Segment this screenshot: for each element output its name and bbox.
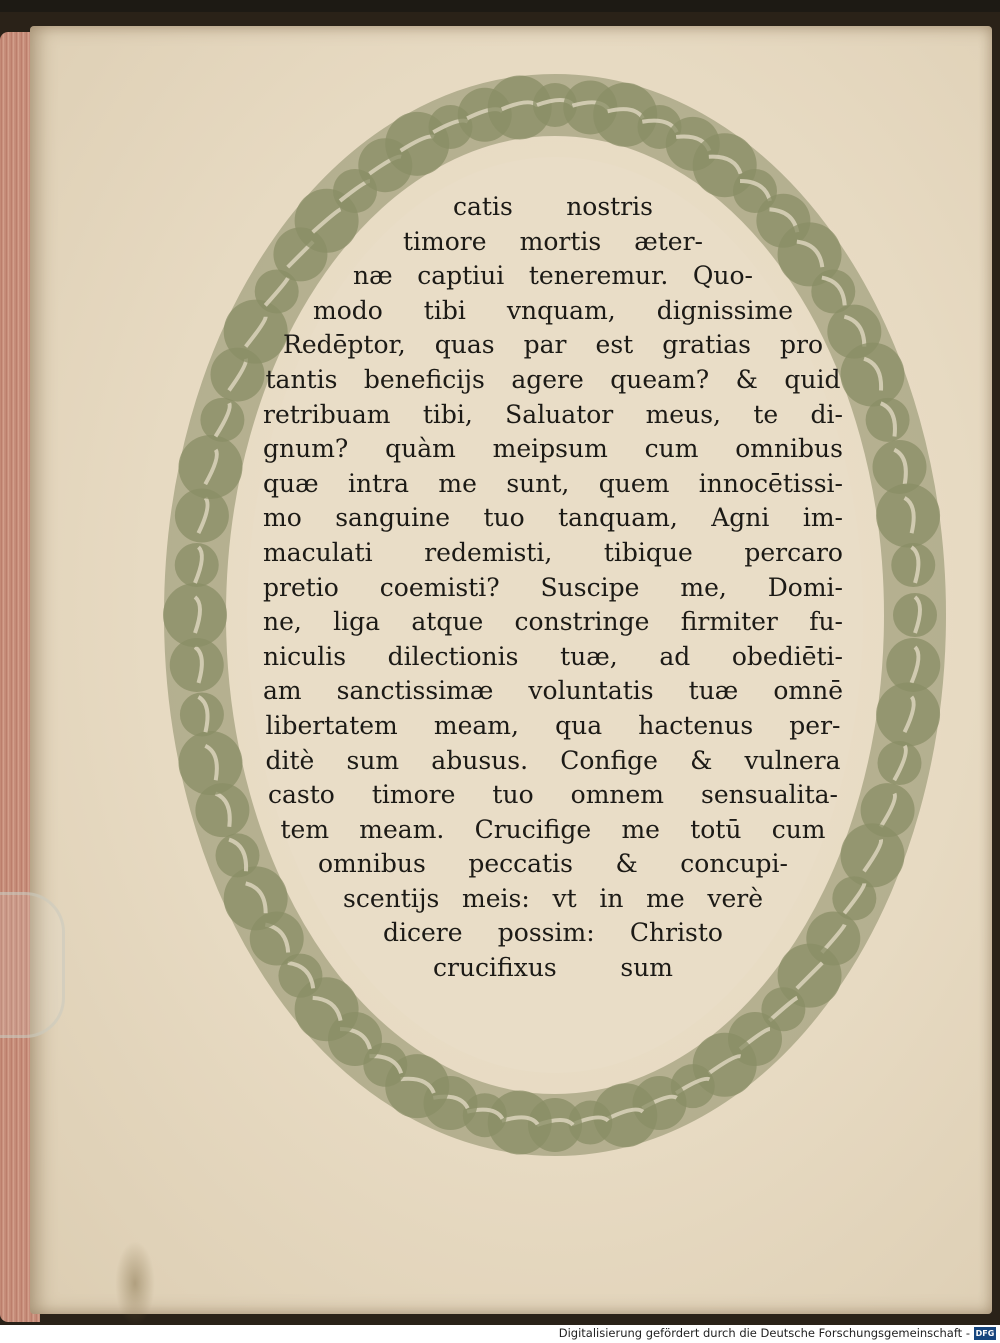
- digitization-footer: [0, 1325, 1000, 1343]
- text-line-20: omnibus peccatis & concupi-: [318, 849, 788, 879]
- text-line-16: libertatem meam, qua hactenus per-: [265, 710, 841, 740]
- text-line-11: maculati redemisti, tibique percaro: [263, 537, 843, 567]
- text-line-17: ditè sum abusus. Confige & vulnera: [265, 745, 841, 775]
- text-line-23: crucifixus sum: [433, 953, 673, 983]
- ornament-leaf: [179, 731, 243, 795]
- ornament-leaf: [179, 435, 243, 499]
- footer-credit: Digitalisierung gefördert durch die Deutsche Forschungsgemeinschaft -: [558, 1326, 970, 1340]
- text-line-6: tantis beneficijs agere queam? & quid: [265, 364, 841, 394]
- text-line-2: timore mortis æter-: [403, 226, 703, 256]
- text-line-4: modo tibi vnquam, dignissime: [313, 295, 793, 325]
- ornament-leaf: [163, 583, 227, 647]
- text-line-13: ne, liga atque constringe firmiter fu-: [263, 607, 843, 637]
- text-line-1: catis nostris: [453, 192, 653, 221]
- text-line-18: casto timore tuo omnem sensualita-: [268, 780, 838, 810]
- ornament-leaf: [840, 343, 904, 407]
- text-line-9: quæ intra me sunt, quem innocētissi-: [263, 468, 843, 498]
- text-line-10: mo sanguine tuo tanquam, Agni im-: [263, 503, 843, 533]
- ink-stain: [115, 1241, 155, 1326]
- text-line-21: scentijs meis: vt in me verè: [343, 883, 763, 913]
- ornament-leaf: [876, 484, 940, 548]
- dfg-logo: DFG: [975, 1329, 995, 1338]
- ornament-leaf: [876, 682, 940, 746]
- text-line-12: pretio coemisti? Suscipe me, Domi-: [263, 572, 843, 602]
- text-line-3: næ captiui teneremur. Quo-: [353, 261, 753, 291]
- text-line-22: dicere possim: Christo: [383, 918, 723, 948]
- ornament-leaf: [877, 741, 921, 785]
- text-line-5: Redēptor, quas par est gratias pro: [283, 330, 823, 360]
- ornament-leaf: [866, 398, 910, 442]
- page-clip: [0, 892, 65, 1038]
- text-line-7: retribuam tibi, Saluator meus, te di-: [263, 399, 843, 429]
- ornament-leaf: [216, 833, 260, 877]
- page-text: [258, 190, 848, 1090]
- text-line-14: niculis dilectionis tuæ, ad obediēti-: [263, 641, 843, 671]
- text-line-15: am sanctissimæ voluntatis tuæ omnē: [263, 676, 843, 706]
- text-line-19: tem meam. Crucifige me totū cum: [280, 814, 826, 844]
- ornament-leaf: [200, 398, 244, 442]
- text-line-8: gnum? quàm meipsum cum omnibus: [263, 434, 843, 464]
